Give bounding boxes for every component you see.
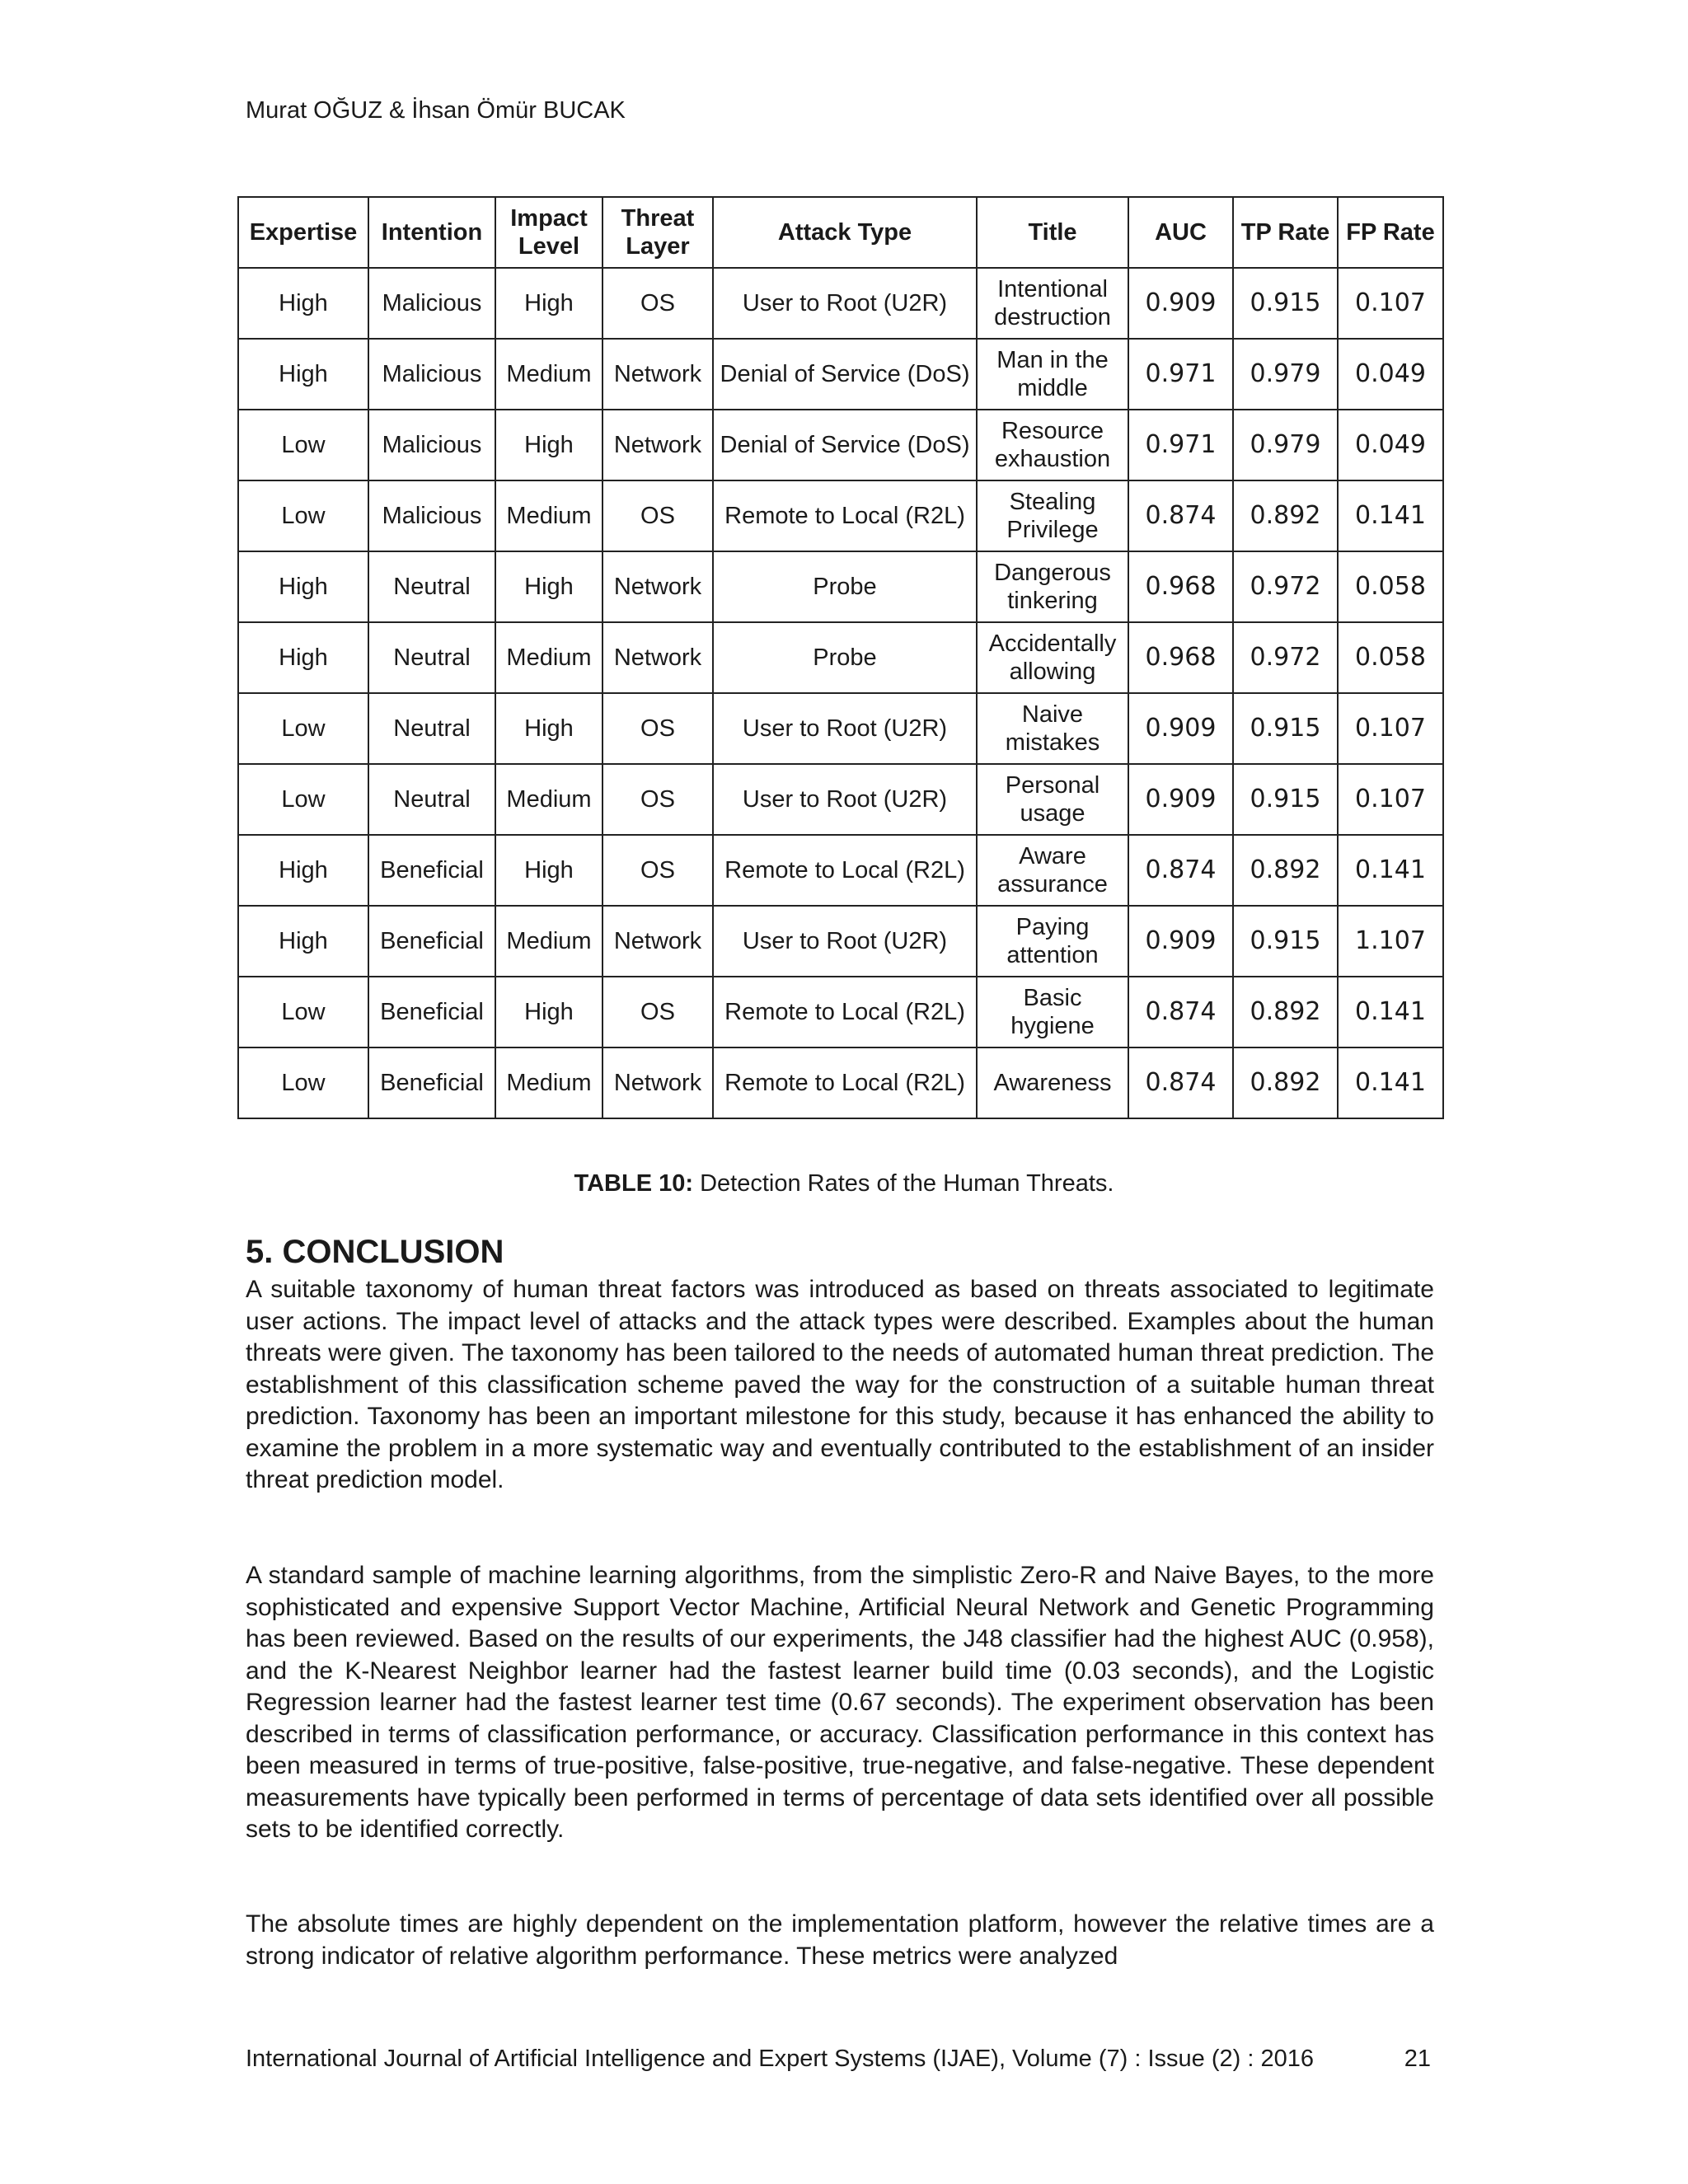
table-cell: 0.909 xyxy=(1128,906,1233,977)
column-header: FP Rate xyxy=(1338,197,1443,268)
table-cell: Network xyxy=(603,622,713,693)
table-cell: Paying attention xyxy=(977,906,1128,977)
table-row xyxy=(238,906,1443,977)
table-row xyxy=(238,551,1443,622)
table-header-row xyxy=(238,197,1443,268)
table-cell: Malicious xyxy=(368,480,495,551)
table-cell: User to Root (U2R) xyxy=(713,268,977,339)
table-cell: 0.892 xyxy=(1233,1047,1338,1118)
table-row xyxy=(238,1047,1443,1118)
table-cell: Medium xyxy=(495,906,603,977)
table-cell: Medium xyxy=(495,339,603,410)
table-cell: Malicious xyxy=(368,268,495,339)
table-cell: 0.874 xyxy=(1128,480,1233,551)
column-header: TP Rate xyxy=(1233,197,1338,268)
table-cell: 0.968 xyxy=(1128,551,1233,622)
column-header: AUC xyxy=(1128,197,1233,268)
table-row xyxy=(238,764,1443,835)
table-cell: OS xyxy=(603,764,713,835)
table-cell: 0.141 xyxy=(1338,835,1443,906)
detection-rates-table xyxy=(237,196,1444,1119)
table-cell: High xyxy=(495,835,603,906)
table-cell: Remote to Local (R2L) xyxy=(713,1047,977,1118)
column-header: Attack Type xyxy=(713,197,977,268)
table-cell: OS xyxy=(603,480,713,551)
table-row xyxy=(238,480,1443,551)
table-cell: High xyxy=(495,410,603,480)
table-cell: Malicious xyxy=(368,339,495,410)
running-head-authors: Murat OĞUZ & İhsan Ömür BUCAK xyxy=(246,97,626,124)
table-cell: OS xyxy=(603,693,713,764)
table-cell: Network xyxy=(603,906,713,977)
table-cell: Beneficial xyxy=(368,977,495,1047)
table-cell: High xyxy=(238,268,368,339)
table-cell: 0.979 xyxy=(1233,339,1338,410)
table-cell: 0.141 xyxy=(1338,977,1443,1047)
table-cell: Network xyxy=(603,551,713,622)
table-cell: Beneficial xyxy=(368,906,495,977)
table-cell: 0.107 xyxy=(1338,268,1443,339)
caption-label: TABLE 10: xyxy=(574,1170,694,1197)
table-cell: 1.107 xyxy=(1338,906,1443,977)
table-cell: 0.915 xyxy=(1233,268,1338,339)
paragraph: A suitable taxonomy of human threat factors was introduced as based on threats associated to legitimate user actions. The impact level of attacks and the attack types were described. Examples about the human threats were given. The taxonomy has been tailored to the needs of automated human threat prediction. The establishment of this classification scheme paved the way for the construction of a suitable human threat prediction. Taxonomy has been an important milestone for this study, because it has enhanced the ability to examine the problem in a more systematic way and eventually contributed to the establishment of an insider threat prediction model. xyxy=(246,1276,1434,1493)
table-cell: Intentional destruction xyxy=(977,268,1128,339)
table-caption xyxy=(0,1170,1688,1197)
table-cell: Low xyxy=(238,480,368,551)
table-cell: Personal usage xyxy=(977,764,1128,835)
table-cell: Neutral xyxy=(368,764,495,835)
table-cell: Stealing Privilege xyxy=(977,480,1128,551)
table-cell: Network xyxy=(603,339,713,410)
table-cell: 0.107 xyxy=(1338,693,1443,764)
paragraph: A standard sample of machine learning algorithms, from the simplistic Zero-R and Naive Bayes, to the more sophisticated and expensive Support Vector Machine, Artificial Neural Network and Genetic Programming has been reviewed. Based on the results of our experiments, the J48 classifier had the highest AUC (0.958), and the K-Nearest Neighbor learner had the fastest learner build time (0.03 seconds), and the Logistic Regression learner had the fastest learner test time (0.67 seconds). The experiment observation has been described in terms of classification performance, or accuracy. Classification performance in this context has been measured in terms of true-positive, false-positive, true-negative, and false-negative. These dependent measurements have typically been performed in terms of percentage of data sets identified over all possible sets to be identified correctly. xyxy=(246,1562,1434,1843)
table-cell: 0.892 xyxy=(1233,835,1338,906)
table-cell: 0.909 xyxy=(1128,764,1233,835)
table-cell: High xyxy=(238,339,368,410)
table-cell: Probe xyxy=(713,622,977,693)
table-cell: Neutral xyxy=(368,693,495,764)
table-cell: Remote to Local (R2L) xyxy=(713,977,977,1047)
table-cell: 0.971 xyxy=(1128,339,1233,410)
table-cell: 0.972 xyxy=(1233,622,1338,693)
footer-journal: International Journal of Artificial Intelligence and Expert Systems (IJAE), Volume (7) : Issue (2) : 2016 xyxy=(246,2046,1314,2072)
table-cell: 0.892 xyxy=(1233,480,1338,551)
table-cell: Neutral xyxy=(368,622,495,693)
caption-text: Detection Rates of the Human Threats. xyxy=(693,1170,1114,1197)
table-row xyxy=(238,835,1443,906)
table-cell: Man in the middle xyxy=(977,339,1128,410)
table-cell: 0.915 xyxy=(1233,764,1338,835)
column-header: Impact Level xyxy=(495,197,603,268)
section-heading: 5. CONCLUSION xyxy=(246,1234,504,1270)
column-header: Expertise xyxy=(238,197,368,268)
table-cell: High xyxy=(495,693,603,764)
table-cell: 0.874 xyxy=(1128,1047,1233,1118)
table-cell: Medium xyxy=(495,764,603,835)
table-cell: High xyxy=(495,551,603,622)
table-cell: Network xyxy=(603,410,713,480)
table-cell: Medium xyxy=(495,1047,603,1118)
table-cell: User to Root (U2R) xyxy=(713,764,977,835)
table-cell: 0.979 xyxy=(1233,410,1338,480)
table-cell: Resource exhaustion xyxy=(977,410,1128,480)
table-cell: 0.141 xyxy=(1338,480,1443,551)
table-cell: Low xyxy=(238,1047,368,1118)
table-cell: OS xyxy=(603,268,713,339)
table-cell: Low xyxy=(238,764,368,835)
table-cell: Beneficial xyxy=(368,835,495,906)
table-row xyxy=(238,693,1443,764)
table-cell: 0.892 xyxy=(1233,977,1338,1047)
table-cell: Aware assurance xyxy=(977,835,1128,906)
table-cell: High xyxy=(495,977,603,1047)
table-cell: Probe xyxy=(713,551,977,622)
table-cell: User to Root (U2R) xyxy=(713,693,977,764)
table-cell: 0.909 xyxy=(1128,693,1233,764)
paragraph: The absolute times are highly dependent on the implementation platform, however the relative times are a strong indicator of relative algorithm performance. These metrics were analyzed xyxy=(246,1910,1434,1970)
table-cell: High xyxy=(238,622,368,693)
table-cell: High xyxy=(238,551,368,622)
table-row xyxy=(238,339,1443,410)
table-cell: Low xyxy=(238,693,368,764)
table-cell: Network xyxy=(603,1047,713,1118)
table-cell: Low xyxy=(238,410,368,480)
table-cell: Medium xyxy=(495,480,603,551)
table-cell: Beneficial xyxy=(368,1047,495,1118)
table-cell: Medium xyxy=(495,622,603,693)
table-cell: 0.909 xyxy=(1128,268,1233,339)
table-cell: Accidentally allowing xyxy=(977,622,1128,693)
table-cell: OS xyxy=(603,977,713,1047)
table-cell: High xyxy=(238,835,368,906)
table-cell: 0.972 xyxy=(1233,551,1338,622)
table-cell: 0.058 xyxy=(1338,622,1443,693)
table-cell: Awareness xyxy=(977,1047,1128,1118)
table-cell: Basic hygiene xyxy=(977,977,1128,1047)
table-cell: 0.058 xyxy=(1338,551,1443,622)
table-cell: 0.915 xyxy=(1233,693,1338,764)
column-header: Title xyxy=(977,197,1128,268)
table-cell: Denial of Service (DoS) xyxy=(713,339,977,410)
table-cell: High xyxy=(238,906,368,977)
table-cell: Dangerous tinkering xyxy=(977,551,1128,622)
column-header: Threat Layer xyxy=(603,197,713,268)
page-number: 21 xyxy=(1404,2046,1431,2072)
table-cell: OS xyxy=(603,835,713,906)
table-cell: 0.049 xyxy=(1338,339,1443,410)
table-cell: User to Root (U2R) xyxy=(713,906,977,977)
table-cell: Neutral xyxy=(368,551,495,622)
table-cell: 0.971 xyxy=(1128,410,1233,480)
table-cell: 0.107 xyxy=(1338,764,1443,835)
table-cell: Denial of Service (DoS) xyxy=(713,410,977,480)
table-cell: 0.141 xyxy=(1338,1047,1443,1118)
table-cell: 0.915 xyxy=(1233,906,1338,977)
table-cell: Remote to Local (R2L) xyxy=(713,835,977,906)
table-cell: 0.874 xyxy=(1128,835,1233,906)
column-header: Intention xyxy=(368,197,495,268)
table-cell: Malicious xyxy=(368,410,495,480)
table-body xyxy=(238,268,1443,1118)
table-cell: Remote to Local (R2L) xyxy=(713,480,977,551)
table-cell: 0.968 xyxy=(1128,622,1233,693)
table-cell: High xyxy=(495,268,603,339)
table-cell: 0.049 xyxy=(1338,410,1443,480)
table-cell: Low xyxy=(238,977,368,1047)
table-row xyxy=(238,410,1443,480)
table-cell: Naive mistakes xyxy=(977,693,1128,764)
table-row xyxy=(238,622,1443,693)
table-row xyxy=(238,268,1443,339)
table-row xyxy=(238,977,1443,1047)
table-cell: 0.874 xyxy=(1128,977,1233,1047)
